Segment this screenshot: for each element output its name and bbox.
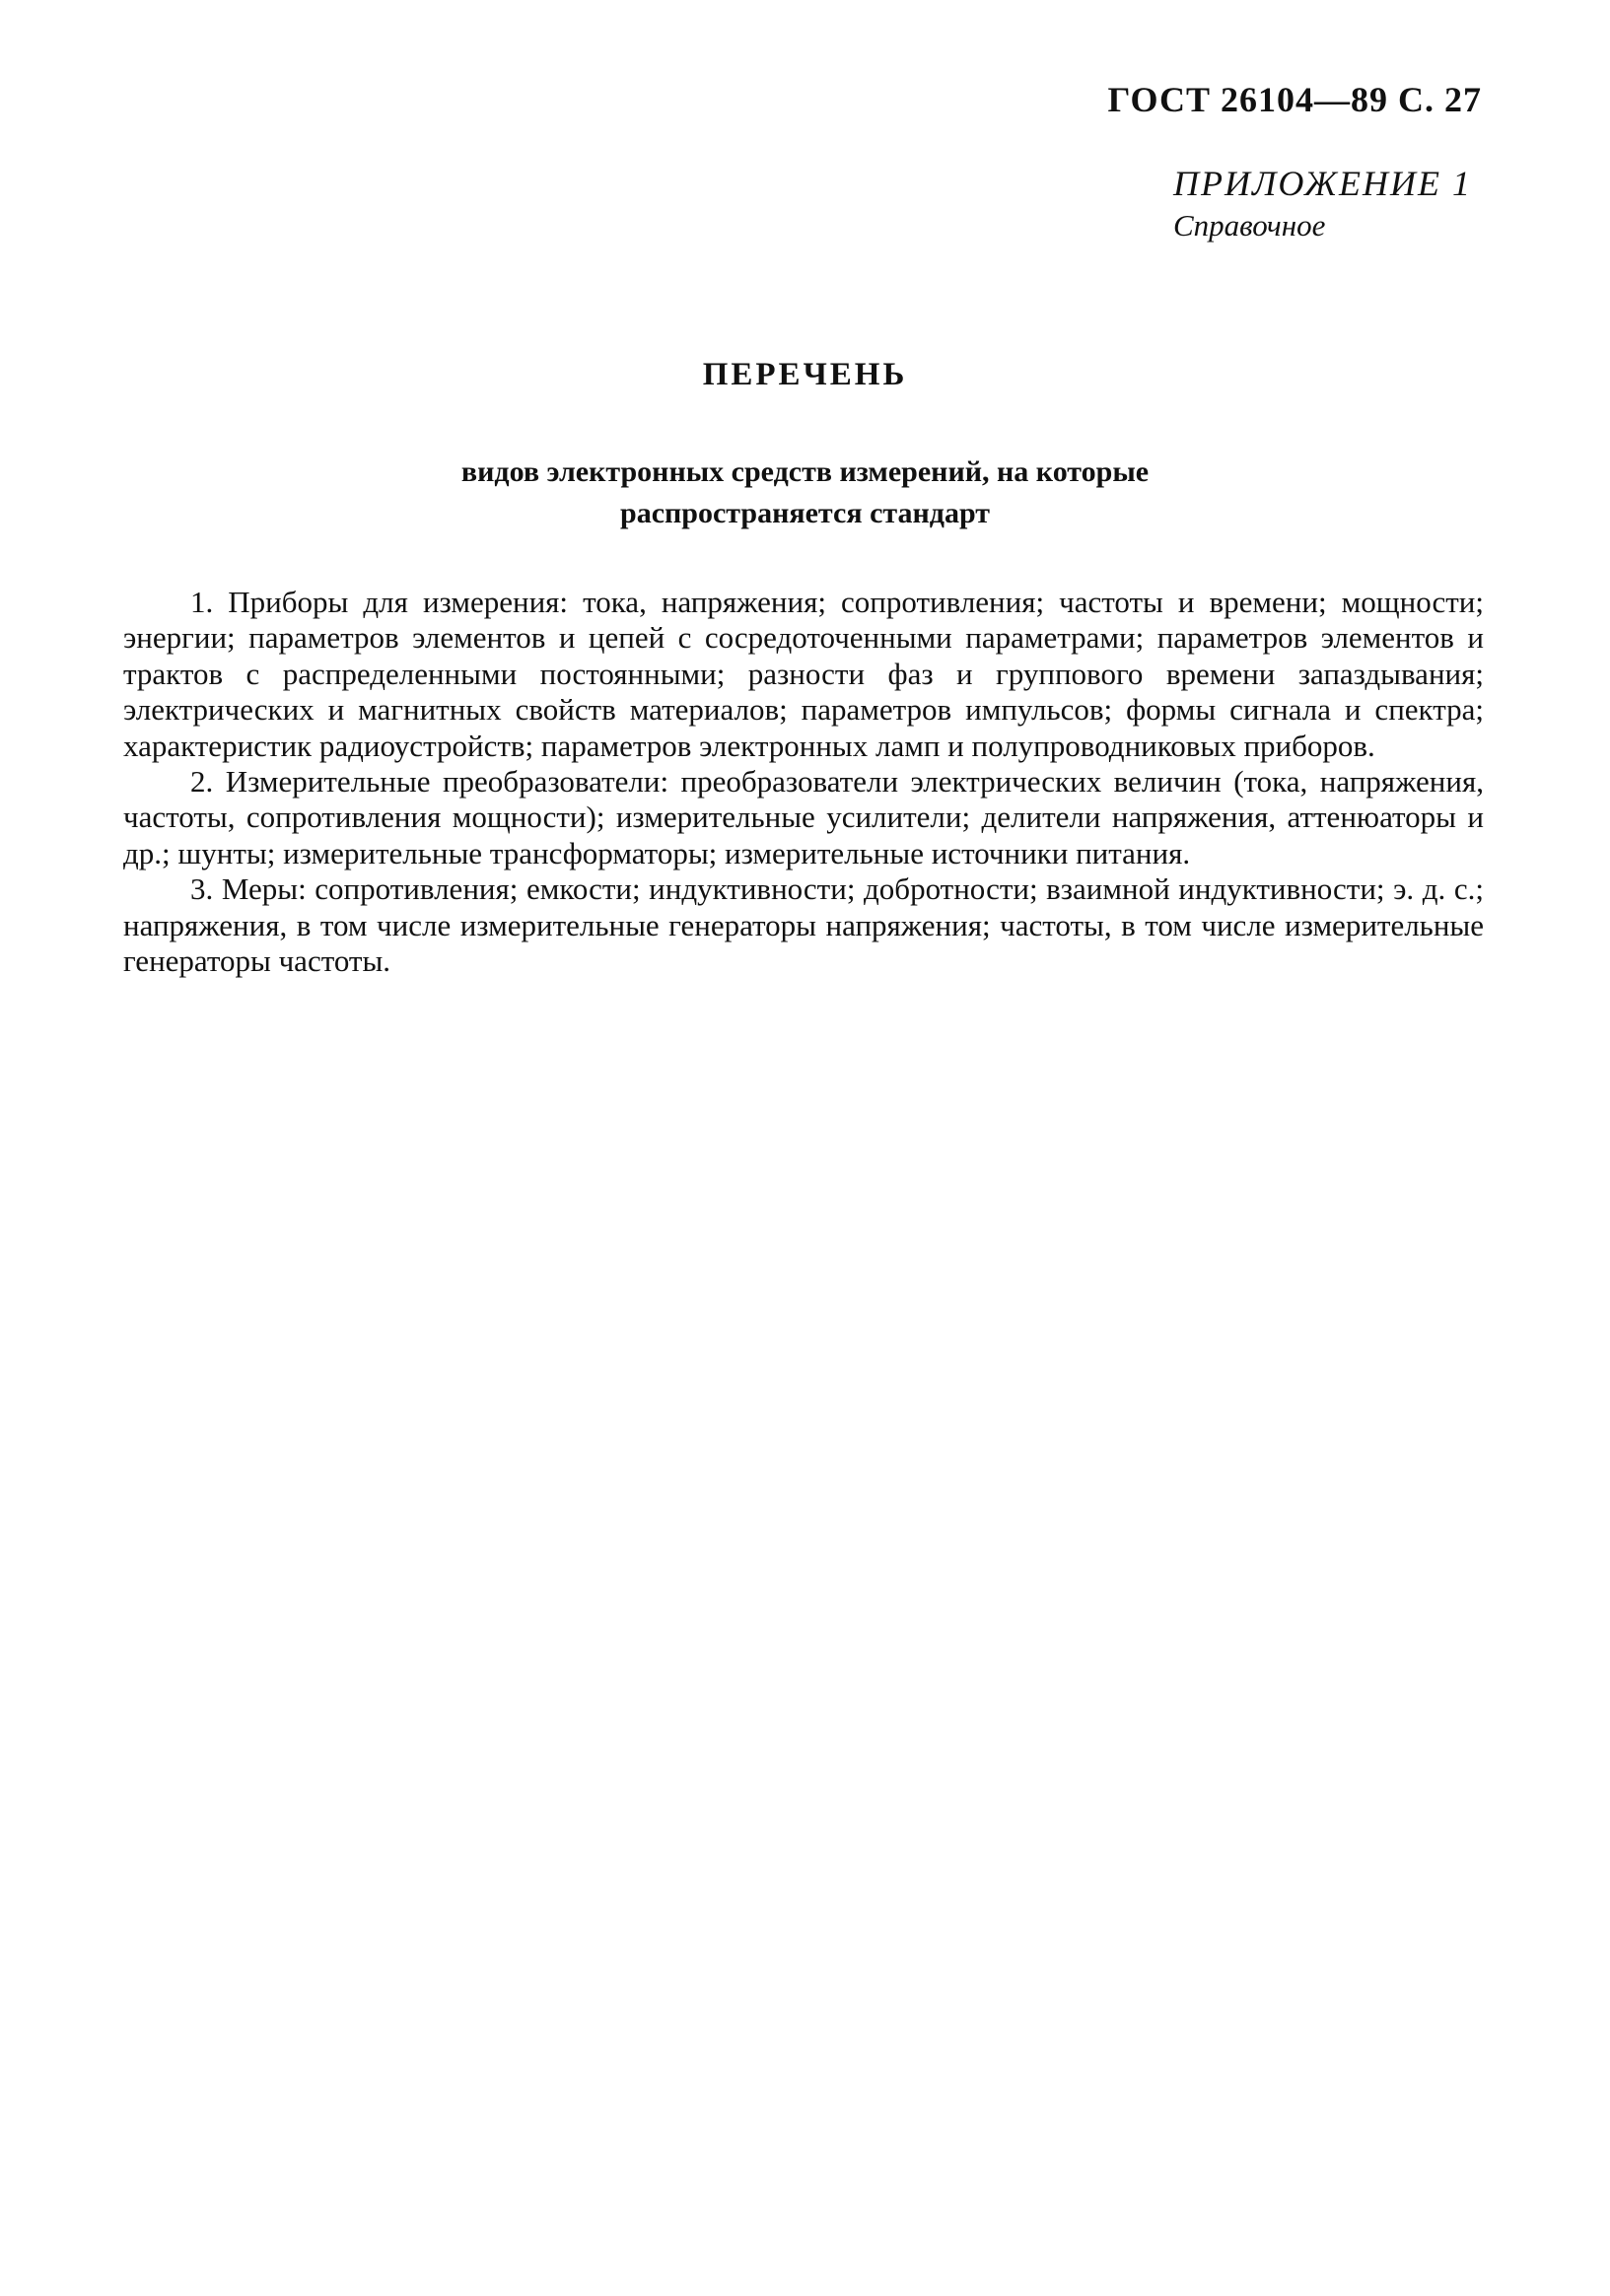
list-item-instruments: 1. Приборы для измерения: тока, напряжения; сопротивления; частоты и времени; мощности; энергии; параметров элементов и цепей с сосредоточенными параметрами; параметров элементов и трактов с распределенными постоянными; разности фаз и группового времени запаздывания; электрических и магнитных свойств материалов; параметров импульсов; формы сигнала и спектра; характеристик радиоустройств; параметров электронных ламп и полупроводниковых приборов. — [123, 585, 1484, 763]
appendix-type: Справочное — [1173, 208, 1326, 243]
document-subtitle — [0, 452, 1610, 534]
document-body — [123, 585, 1484, 979]
subtitle-line-1: видов электронных средств измерений, на которые — [460, 455, 1150, 488]
subtitle-line-2: распространяется стандарт — [620, 497, 990, 529]
appendix-label: ПРИЛОЖЕНИЕ 1 — [1173, 164, 1472, 203]
document-title: ПЕРЕЧЕНЬ — [702, 357, 908, 392]
appendix-block — [1173, 163, 1528, 244]
list-item-measures: 3. Меры: сопротивления; емкости; индуктивности; добротности; взаимной индуктивности; э. д. с.; напряжения, в том числе измерительные генераторы напряжения; частоты, в том числе измерительные генераторы частоты. — [123, 871, 1484, 979]
list-item-transducers: 2. Измерительные преобразователи: преобразователи электрических величин (тока, напряжения, частоты, сопротивления мощности); измерительные усилители; делители напряжения, аттенюаторы и др.; шунты; измерительные трансформаторы; измерительные источники питания. — [123, 764, 1484, 870]
page-header-reference: ГОСТ 26104—89 С. 27 — [1107, 80, 1482, 119]
